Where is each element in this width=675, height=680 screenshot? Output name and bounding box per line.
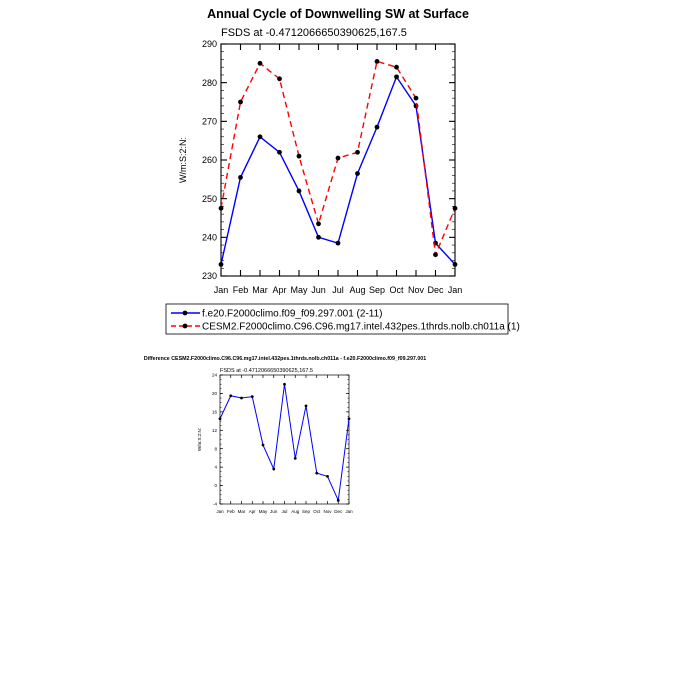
y-axis-label: W/m:S:2:N:: [178, 136, 188, 184]
data-point: [297, 189, 302, 194]
data-point: [355, 150, 360, 155]
x-tick-label: Apr: [272, 285, 287, 295]
x-tick-label: Oct: [389, 285, 404, 295]
data-point: [315, 472, 318, 475]
x-tick-label: Oct: [313, 509, 321, 514]
top-chart-legend: [166, 304, 520, 334]
y-tick-label: 270: [201, 116, 217, 127]
data-point: [258, 61, 263, 66]
data-point: [294, 457, 297, 460]
y-tick-label: 4: [214, 464, 217, 470]
data-point: [336, 156, 341, 161]
x-tick-label: Jun: [311, 285, 326, 295]
data-point: [336, 241, 341, 246]
legend-marker: [183, 324, 188, 329]
data-point: [251, 395, 254, 398]
y-tick-label: 24: [211, 372, 217, 378]
data-point: [355, 171, 360, 176]
chart-subtitle: FSDS at -0.4712066650390625,167.5: [221, 27, 407, 39]
x-tick-label: Sep: [368, 285, 386, 295]
data-point: [453, 262, 458, 267]
data-point: [337, 499, 340, 502]
data-point: [240, 397, 243, 400]
data-point: [433, 252, 438, 257]
x-tick-label: Aug: [291, 509, 300, 514]
top-line-chart: [178, 7, 469, 295]
data-point: [238, 100, 243, 105]
x-tick-label: Aug: [349, 285, 366, 295]
data-point: [375, 125, 380, 130]
x-tick-label: May: [258, 509, 268, 514]
data-point: [394, 65, 399, 70]
x-tick-label: Dec: [334, 509, 343, 514]
data-point: [394, 74, 399, 79]
data-point: [229, 394, 232, 397]
x-tick-label: Jan: [213, 285, 229, 295]
x-tick-label: Feb: [232, 285, 249, 295]
x-tick-label: Jan: [447, 285, 463, 295]
x-tick-label: Dec: [427, 285, 444, 295]
data-point: [258, 134, 263, 139]
legend-label-2: CESM2.F2000climo.C96.C96.mg17.intel.432pes.1thrds.nolb.ch011a (1): [202, 321, 520, 333]
y-tick-label: 280: [201, 77, 217, 88]
data-point: [414, 96, 419, 101]
data-point: [272, 468, 275, 471]
chart-title: Annual Cycle of Downwelling SW at Surface: [207, 7, 469, 21]
data-point: [348, 417, 351, 420]
series-line-1: [220, 384, 349, 500]
data-point: [219, 417, 222, 420]
plot-frame: [220, 375, 349, 504]
y-tick-label: 250: [201, 193, 217, 204]
y-tick-label: 290: [201, 39, 217, 50]
series-line-1: [221, 77, 455, 265]
x-tick-label: Nov: [323, 509, 332, 514]
legend-marker: [183, 311, 188, 316]
y-tick-label: -4: [212, 501, 217, 507]
y-axis-label: W/m:S:2:N:: [197, 427, 202, 452]
y-tick-label: 260: [201, 155, 217, 166]
data-point: [375, 59, 380, 64]
x-tick-label: Apr: [248, 509, 256, 514]
x-tick-label: Feb: [226, 509, 235, 514]
x-tick-label: Jan: [216, 509, 224, 514]
data-point: [326, 475, 329, 478]
data-point: [453, 206, 458, 211]
x-tick-label: Jun: [270, 509, 278, 514]
y-tick-label: 240: [201, 232, 217, 243]
legend-label-1: f.e20.F2000climo.f09_f09.297.001 (2-11): [202, 308, 383, 320]
y-tick-label: 16: [211, 409, 217, 415]
data-point: [277, 76, 282, 81]
data-point: [305, 404, 308, 407]
x-tick-label: Jul: [281, 509, 288, 514]
y-tick-label: 0: [214, 483, 217, 489]
x-tick-label: May: [290, 285, 308, 295]
data-point: [297, 154, 302, 159]
x-tick-label: Jul: [332, 285, 344, 295]
data-point: [316, 221, 321, 226]
data-point: [283, 383, 286, 386]
x-tick-label: Sep: [301, 509, 311, 514]
y-tick-label: 20: [211, 391, 217, 397]
x-tick-label: Mar: [252, 285, 268, 295]
y-tick-label: 12: [211, 427, 217, 433]
difference-line-chart: [144, 356, 426, 514]
x-tick-label: Mar: [237, 509, 246, 514]
chart-title: Difference CESM2.F2000climo.C96.C96.mg17.intel.432pes.1thrds.nolb.ch011a - f.e20.F2000climo.f09_f09.297.001: [143, 356, 427, 362]
x-tick-label: Jan: [345, 509, 353, 514]
x-tick-label: Nov: [407, 285, 425, 295]
data-point: [219, 206, 224, 211]
data-point: [262, 444, 265, 447]
data-point: [238, 175, 243, 180]
chart-subtitle: FSDS at -0.4712066650390625,167.5: [220, 368, 313, 374]
data-point: [316, 235, 321, 240]
y-tick-label: 230: [201, 271, 217, 282]
data-point: [277, 150, 282, 155]
y-tick-label: 8: [214, 446, 217, 452]
data-point: [219, 262, 224, 267]
